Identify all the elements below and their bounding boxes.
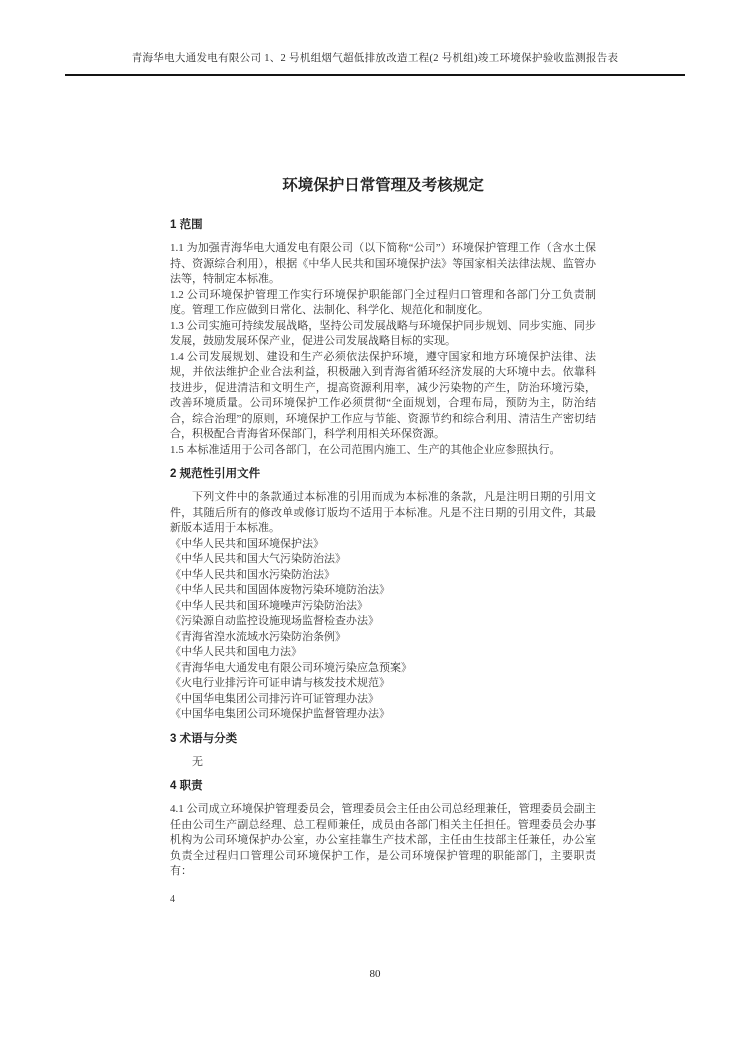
reference-item: 《中华人民共和国大气污染防治法》 bbox=[170, 553, 346, 565]
paragraph-1-2: 1.2 公司环境保护管理工作实行环境保护职能部门全过程归口管理和各部门分工负责制度。管理工作应做到日常化、法制化、科学化、规范化和制度化。 bbox=[170, 288, 596, 316]
reference-item: 《中华人民共和国电力法》 bbox=[170, 646, 302, 658]
reference-item: 《中华人民共和国环境噪声污染防治法》 bbox=[170, 599, 368, 612]
embedded-document bbox=[170, 176, 596, 907]
report-header bbox=[0, 50, 750, 65]
reference-item: 《中国华电集团公司环境保护监督管理办法》 bbox=[170, 708, 390, 720]
section-heading-terms: 3 术语与分类 bbox=[170, 732, 238, 745]
paragraph-1-3: 1.3 公司实施可持续发展战略，坚持公司发展战略与环境保护同步规划、同步实施、同步发展，鼓励发展环保产业，促进公司发展战略目标的实现。 bbox=[170, 319, 596, 347]
reference-item: 《火电行业排污许可证申请与核发技术规范》 bbox=[170, 677, 390, 689]
paragraph-1-4: 1.4 公司发展规划、建设和生产必须依法保护环境，遵守国家和地方环境保护法律、法规，并依法维护企业合法利益，积极融入到青海省循环经济发展的大环境中去。依靠科技进步，促进清洁和文明生产，提高资源利用率，减少污染物的产生，防治环境污染，改善环境质量。公司环境保护工作必须贯彻“全面规划，合理布局，预防为主，防治结合，综合治理”的原则，环境保护工作应与节能、资源节约和综合利用、清洁生产密切结合，积极配合青海省环保部门，科学利用相关环保资源。 bbox=[170, 350, 596, 440]
reference-item: 《中华人民共和国水污染防治法》 bbox=[170, 568, 335, 581]
reference-item: 《中华人民共和国固体废物污染环境防治法》 bbox=[170, 584, 390, 596]
header-rule bbox=[65, 74, 685, 76]
paragraph-1-1: 1.1 为加强青海华电大通发电有限公司（以下简称“公司”）环境保护管理工作（含水土保持、资源综合利用），根据《中华人民共和国环境保护法》等国家相关法律法规、监管办法等，特制定本标准。 bbox=[170, 242, 596, 285]
paragraph-4-1: 4.1 公司成立环境保护管理委员会，管理委员会主任由公司总经理兼任，管理委员会副主任由公司生产副总经理、总工程师兼任，成员由各部门相关主任担任。管理委员会办事机构为公司环境保护办公室，办公室挂靠生产技术部，主任由生技部主任兼任，办公室负责全过程归口管理公司环境保护工作，是公司环境保护管理的职能部门，主要职责有： bbox=[170, 803, 596, 877]
section-heading-normative-references: 2 规范性引用文件 bbox=[170, 468, 261, 480]
doc-internal-page-number: 4 bbox=[170, 893, 175, 905]
section-heading-responsibilities: 4 职责 bbox=[170, 780, 203, 792]
section-heading-scope: 1 范围 bbox=[170, 219, 203, 231]
paragraph-references-intro: 下列文件中的条款通过本标准的引用而成为本标准的条款，凡是注明日期的引用文件，其随后所有的修改单或修订版均不适用于本标准。凡是不注日期的引用文件，其最新版本适用于本标准。 bbox=[170, 491, 596, 534]
paragraph-1-5: 1.5 本标准适用于公司各部门，在公司范围内施工、生产的其他企业应参照执行。 bbox=[170, 443, 561, 456]
page-number: 80 bbox=[369, 968, 381, 980]
reference-item: 《中国华电集团公司排污许可证管理办法》 bbox=[170, 692, 379, 705]
reference-item: 《污染源自动监控设施现场监督检查办法》 bbox=[170, 615, 379, 627]
report-header-title: 青海华电大通发电有限公司 1、2 号机组烟气超低排放改造工程(2 号机组)竣工环境保护验收监测报告表 bbox=[131, 53, 619, 64]
reference-item: 《中华人民共和国环境保护法》 bbox=[170, 537, 324, 550]
document-title: 环境保护日常管理及考核规定 bbox=[282, 177, 484, 194]
reference-item: 《青海华电大通发电有限公司环境污染应急预案》 bbox=[170, 661, 412, 674]
paragraph-terms-none: 无 bbox=[192, 755, 203, 768]
reference-item: 《青海省湟水流域水污染防治条例》 bbox=[170, 630, 346, 643]
